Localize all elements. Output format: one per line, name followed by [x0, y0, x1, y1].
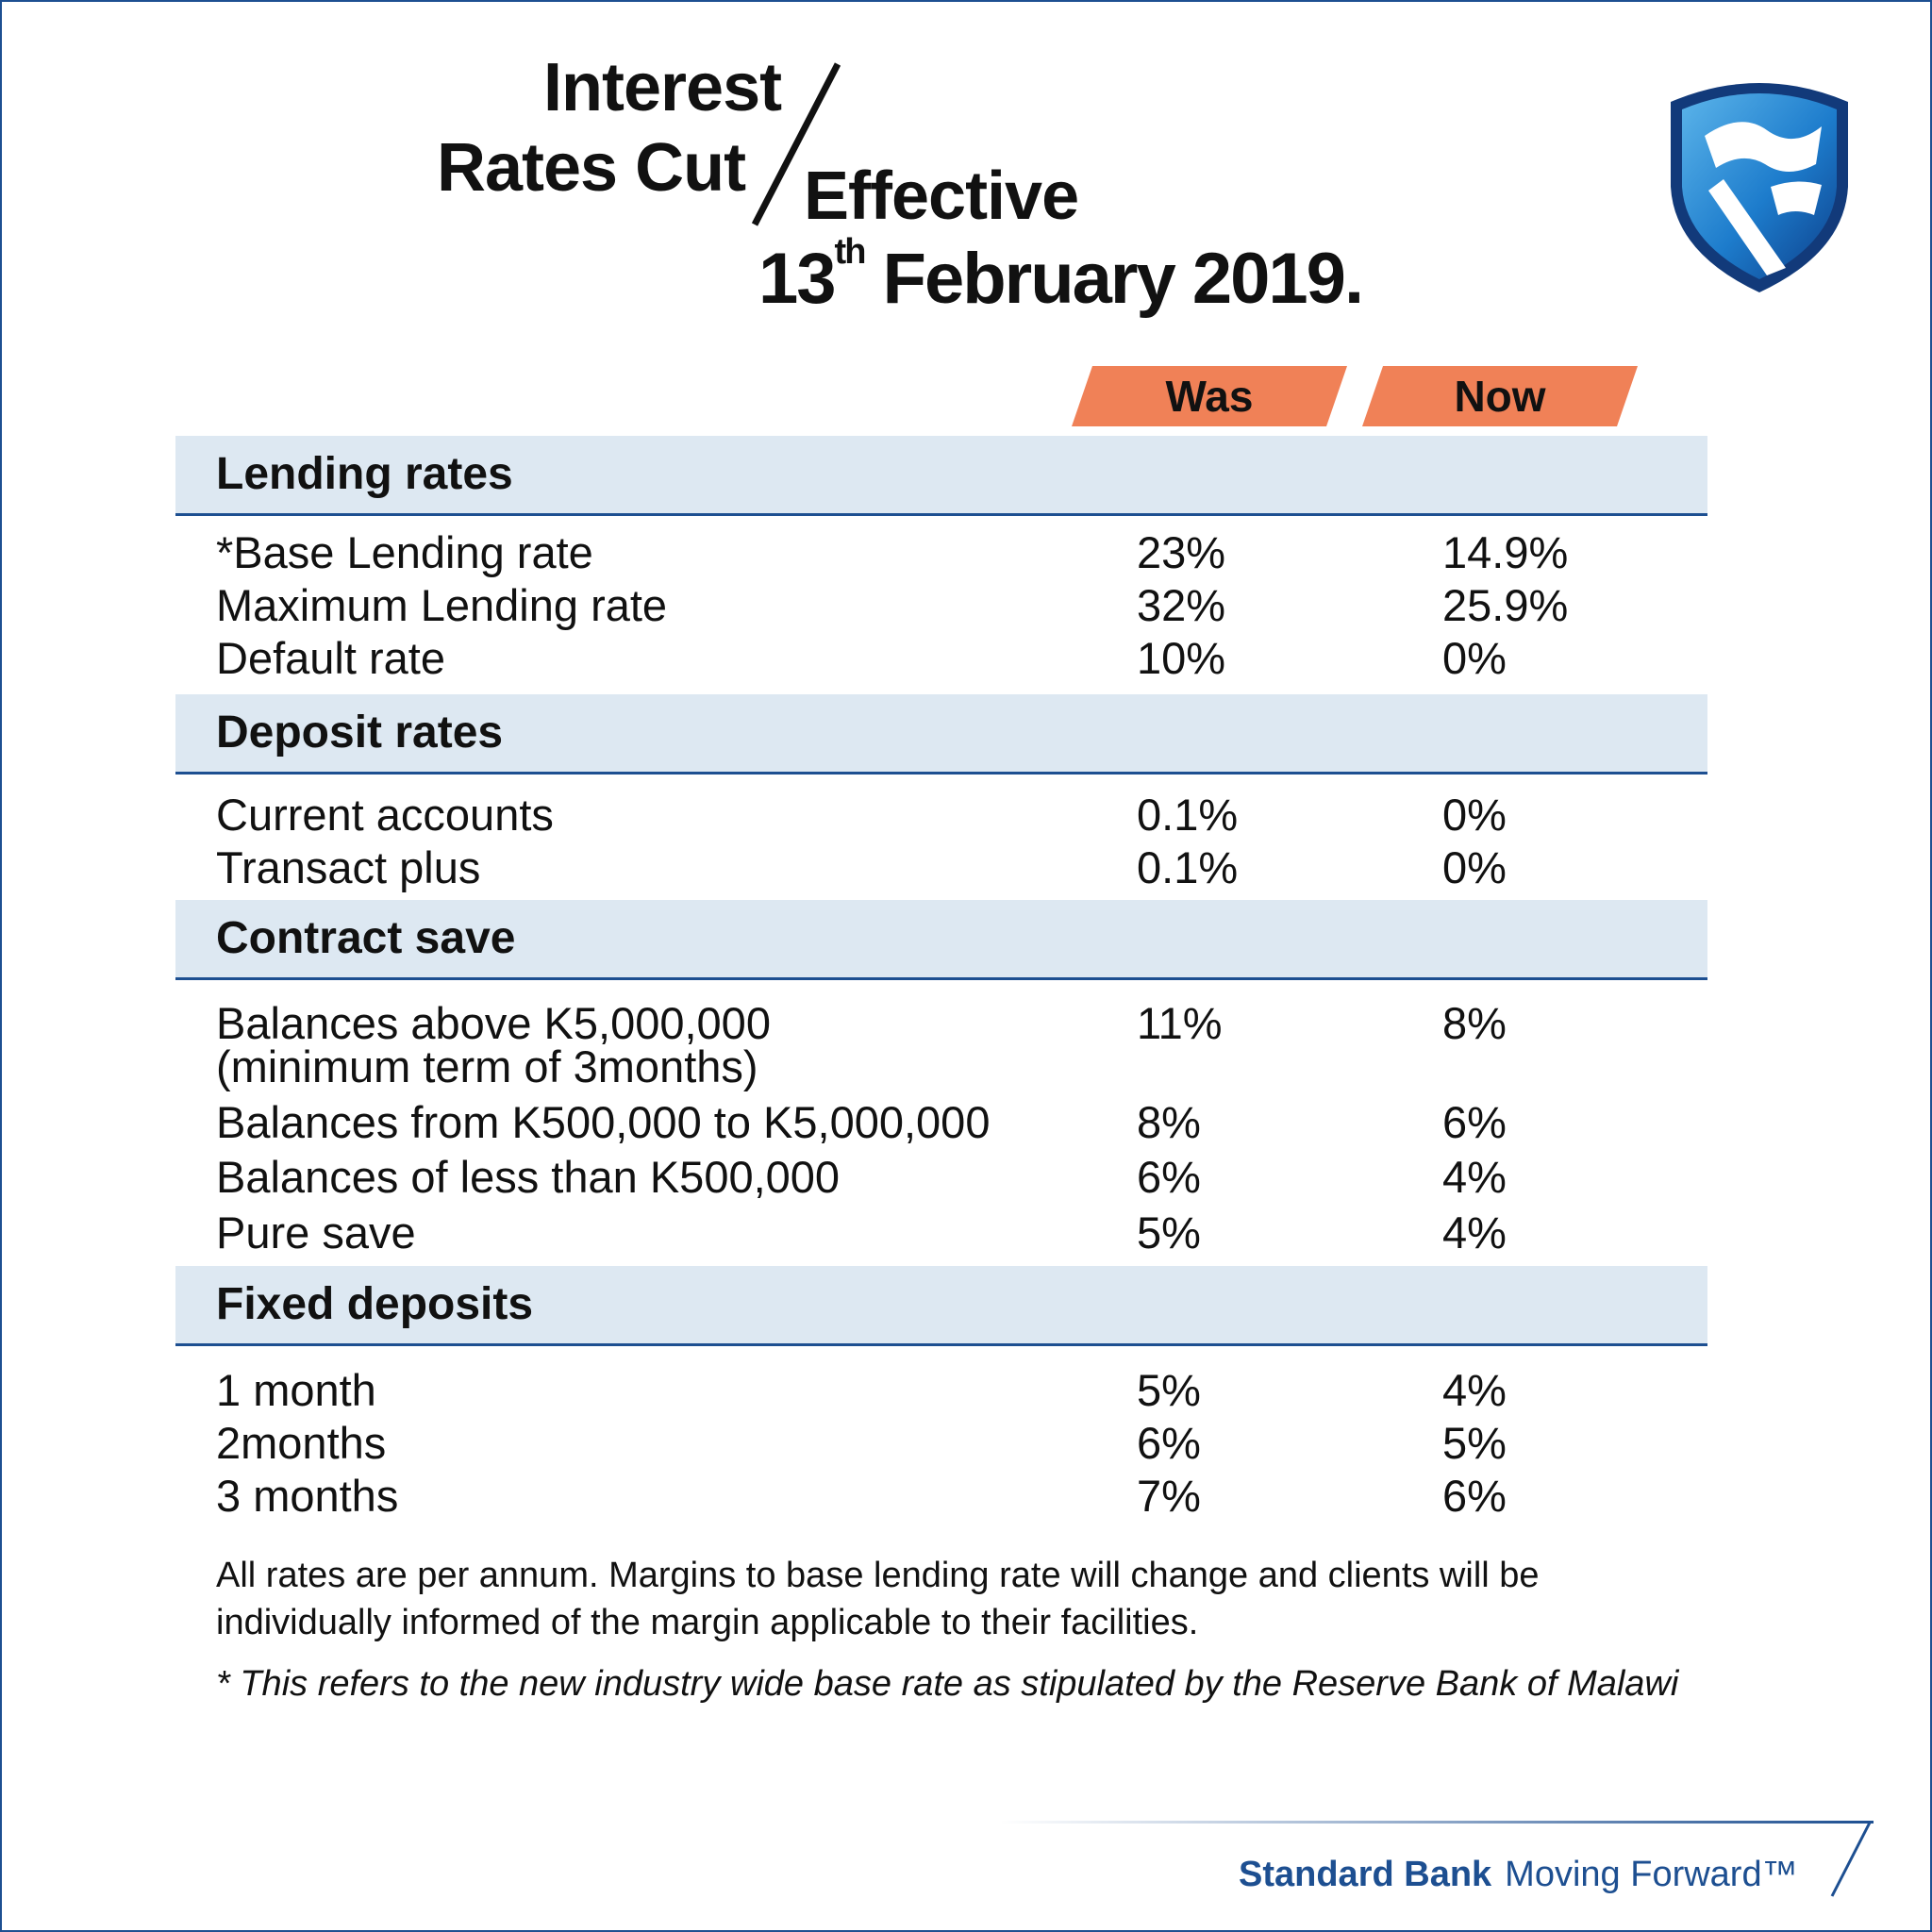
was-value: 0.1% [1137, 790, 1239, 840]
standard-bank-shield-logo [1656, 74, 1863, 296]
section-deposit-rates [175, 694, 1707, 774]
title-line-interest: Interest [543, 50, 782, 125]
section-contract-save [175, 900, 1707, 980]
was-value: 6% [1137, 1418, 1201, 1468]
per-annum-note: All rates are per annum. Margins to base lending rate will change and clients will be individually informed of the margin applicable to their facilities. [216, 1556, 1540, 1642]
section-heading: Lending rates [216, 449, 513, 499]
rate-label: 2months [216, 1418, 387, 1468]
now-value: 5% [1442, 1418, 1507, 1468]
was-value: 11% [1137, 998, 1223, 1048]
rate-label: 1 month [216, 1365, 376, 1415]
now-label: Now [1454, 372, 1546, 421]
was-value: 7% [1137, 1471, 1201, 1521]
title-date: 13th February 2019. [758, 232, 1363, 319]
brand-name: Standard Bank [1239, 1855, 1492, 1894]
now-value: 8% [1442, 998, 1507, 1048]
now-value: 6% [1442, 1097, 1507, 1147]
base-rate-footnote: * This refers to the new industry wide base rate as stipulated by the Reserve Bank of Malawi [216, 1664, 1679, 1704]
rate-label: Pure save [216, 1208, 416, 1257]
now-value: 0% [1442, 842, 1507, 892]
was-value: 6% [1137, 1152, 1201, 1202]
section-heading: Fixed deposits [216, 1279, 534, 1329]
rate-label: Current accounts [216, 790, 554, 840]
now-value: 0% [1442, 790, 1507, 840]
was-value: 10% [1137, 633, 1226, 683]
rate-label-detail: (minimum term of 3months) [216, 1041, 758, 1091]
rate-label: Default rate [216, 633, 445, 683]
was-value: 32% [1137, 580, 1226, 630]
section-heading: Contract save [216, 913, 516, 963]
footer-divider [1000, 1821, 1874, 1824]
now-value: 4% [1442, 1152, 1507, 1202]
rate-label: Transact plus [216, 842, 481, 892]
footer-brand [1239, 1855, 1798, 1895]
brand-tagline: Moving Forward™ [1505, 1855, 1798, 1894]
was-label: Was [1165, 372, 1254, 421]
rate-label: 3 months [216, 1471, 399, 1521]
now-value: 6% [1442, 1471, 1507, 1521]
rate-label: Balances from K500,000 to K5,000,000 [216, 1097, 991, 1147]
section-fixed-deposits [175, 1266, 1707, 1346]
section-lending-rates [175, 436, 1707, 516]
title-line-effective: Effective [804, 158, 1079, 234]
rate-label: Balances above K5,000,000 [216, 998, 771, 1048]
now-value: 4% [1442, 1208, 1507, 1257]
was-value: 8% [1137, 1097, 1201, 1147]
now-value: 0% [1442, 633, 1507, 683]
was-value: 5% [1137, 1365, 1201, 1415]
rate-label: *Base Lending rate [216, 527, 593, 577]
section-heading: Deposit rates [216, 708, 504, 758]
column-header-now [1362, 366, 1638, 426]
rate-label: Balances of less than K500,000 [216, 1152, 841, 1202]
now-value: 25.9% [1442, 580, 1569, 630]
now-value: 14.9% [1442, 527, 1569, 577]
was-value: 5% [1137, 1208, 1201, 1257]
rate-label: Maximum Lending rate [216, 580, 668, 630]
title-line-rates-cut: Rates Cut [437, 130, 746, 206]
was-value: 23% [1137, 527, 1226, 577]
footer-slash-icon [1828, 1821, 1872, 1898]
now-value: 4% [1442, 1365, 1507, 1415]
column-header-was [1072, 366, 1347, 426]
was-value: 0.1% [1137, 842, 1239, 892]
